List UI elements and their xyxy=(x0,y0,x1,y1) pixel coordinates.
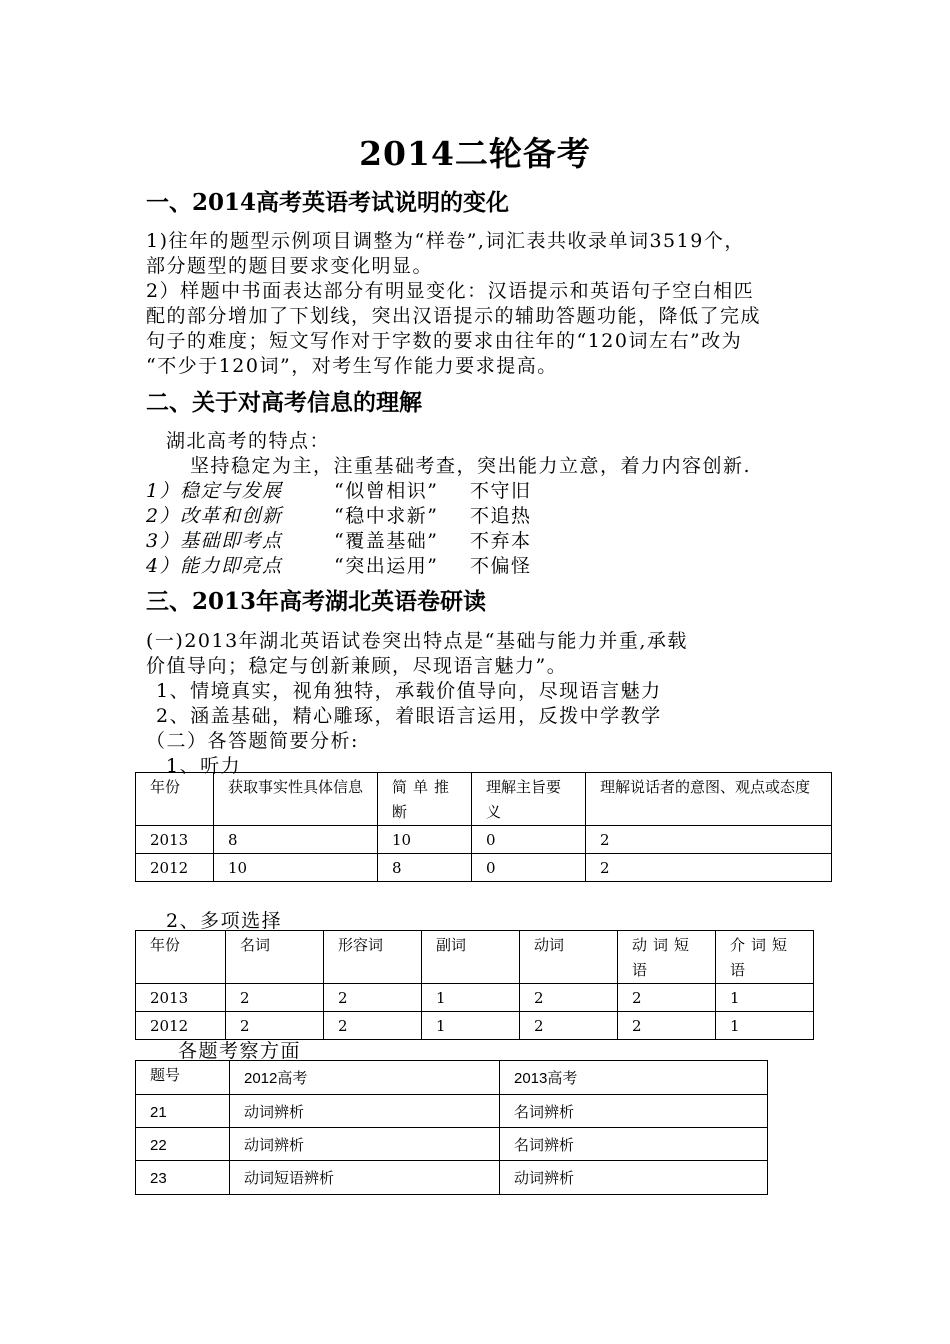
table-cell: 10 xyxy=(214,854,378,882)
table-cell: 2012 xyxy=(136,854,214,882)
feature-quote: “稳中求新” xyxy=(334,505,439,527)
table-header-cell: 2013高考 xyxy=(500,1061,768,1095)
section1-line-3: 2）样题中书面表达部分有明显变化：汉语提示和英语句子空白相匹 xyxy=(146,280,755,302)
table-cell: 1 xyxy=(716,984,814,1012)
section3-para-1b: 价值导向；稳定与创新兼顾，尽现语言魅力”。 xyxy=(146,655,568,677)
feature-tail: 不守旧 xyxy=(470,480,532,502)
table-header-cell: 名词 xyxy=(226,931,324,984)
section3-para-1a: (一)2013年湖北英语试卷突出特点是“基础与能力并重,承载 xyxy=(146,630,688,652)
table-cell: 动词辨析 xyxy=(230,1128,500,1161)
table-cell: 2 xyxy=(520,1012,618,1040)
feature-tail: 不追热 xyxy=(470,505,532,527)
table-cell: 1 xyxy=(422,1012,520,1040)
section1-line-6: “不少于120词”，对考生写作能力要求提高。 xyxy=(146,355,558,377)
table-cell: 2 xyxy=(586,854,832,882)
table-cell: 2 xyxy=(324,1012,422,1040)
table-header-cell: 年份 xyxy=(136,931,226,984)
feature-item xyxy=(146,501,283,528)
table-cell: 2 xyxy=(586,826,832,854)
feature-item xyxy=(146,476,283,503)
table-cell: 2 xyxy=(226,984,324,1012)
aspects-table xyxy=(135,1060,768,1195)
multi-choice-label: 2、多项选择 xyxy=(166,910,283,932)
multi-choice-table xyxy=(135,930,814,1040)
feature-tail: 不弃本 xyxy=(470,530,532,552)
page-title: 2014二轮备考 xyxy=(359,134,591,173)
table-cell: 8 xyxy=(378,854,472,882)
table-header-cell: 介词短语 xyxy=(716,931,814,984)
table-header-cell: 年份 xyxy=(136,773,214,826)
table-header-cell: 副词 xyxy=(422,931,520,984)
table-header-cell: 题号 xyxy=(136,1061,230,1095)
section-heading-2: 二、关于对高考信息的理解 xyxy=(146,389,422,416)
section-heading-1: 一、2014高考英语考试说明的变化 xyxy=(146,189,510,216)
feature-tail: 不偏怪 xyxy=(470,555,532,577)
table-header-cell: 简单推断 xyxy=(378,773,472,826)
table-header-cell: 2012高考 xyxy=(230,1061,500,1095)
feature-num: 3）基础即考点 xyxy=(146,530,283,552)
section2-principle: 坚持稳定为主，注重基础考查，突出能力立意，着力内容创新. xyxy=(190,455,752,477)
table-row xyxy=(136,854,832,882)
feature-item xyxy=(146,551,283,578)
table-header-cell: 理解主旨要义 xyxy=(472,773,586,826)
table-cell: 2 xyxy=(618,984,716,1012)
feature-quote: “突出运用” xyxy=(334,555,439,577)
table-cell: 2 xyxy=(324,984,422,1012)
section1-line-2: 部分题型的题目要求变化明显。 xyxy=(146,255,434,277)
table-cell: 8 xyxy=(214,826,378,854)
feature-quote: “覆盖基础” xyxy=(334,530,439,552)
table-header-cell: 理解说话者的意图、观点或态度 xyxy=(586,773,832,826)
listening-table xyxy=(135,772,832,882)
table-cell: 2012 xyxy=(136,1012,226,1040)
table-cell: 动词辨析 xyxy=(500,1161,768,1195)
table-row xyxy=(136,826,832,854)
table-cell: 2013 xyxy=(136,984,226,1012)
feature-quote: “似曾相识” xyxy=(334,480,439,502)
feature-num: 1）稳定与发展 xyxy=(146,480,283,502)
table-cell: 名词辨析 xyxy=(500,1095,768,1128)
table-header-row xyxy=(136,773,832,826)
table-cell: 2 xyxy=(226,1012,324,1040)
section1-line-4: 配的部分增加了下划线，突出汉语提示的辅助答题功能，降低了完成 xyxy=(146,305,762,327)
table-cell: 0 xyxy=(472,826,586,854)
table-cell: 2013 xyxy=(136,826,214,854)
section3-point-1: 1、情境真实，视角独特，承载价值导向，尽现语言魅力 xyxy=(156,680,662,702)
feature-num: 4）能力即亮点 xyxy=(146,555,283,577)
table-row xyxy=(136,1161,768,1195)
feature-item xyxy=(146,526,283,553)
table-cell: 1 xyxy=(716,1012,814,1040)
table-cell: 2 xyxy=(520,984,618,1012)
table-cell: 21 xyxy=(136,1095,230,1128)
table-cell: 2 xyxy=(618,1012,716,1040)
table-cell: 1 xyxy=(422,984,520,1012)
section2-intro: 湖北高考的特点： xyxy=(166,430,331,452)
feature-num: 2）改革和创新 xyxy=(146,505,283,527)
table-cell: 动词辨析 xyxy=(230,1095,500,1128)
section1-line-1: 1)往年的题型示例项目调整为“样卷”,词汇表共收录单词3519个， xyxy=(146,230,745,252)
table-header-cell: 动词短语 xyxy=(618,931,716,984)
listening-label: 1、听力 xyxy=(166,755,242,777)
section-heading-3: 三、2013年高考湖北英语卷研读 xyxy=(146,588,487,615)
table-cell: 名词辨析 xyxy=(500,1128,768,1161)
table-cell: 10 xyxy=(378,826,472,854)
table-header-cell: 形容词 xyxy=(324,931,422,984)
section3-subheading: （二）各答题简要分析: xyxy=(146,730,359,752)
table-cell: 23 xyxy=(136,1161,230,1195)
section1-line-5: 句子的难度；短文写作对于字数的要求由往年的“120词左右”改为 xyxy=(146,330,743,352)
table-row xyxy=(136,984,814,1012)
table-cell: 动词短语辨析 xyxy=(230,1161,500,1195)
table-cell: 0 xyxy=(472,854,586,882)
table-header-cell: 获取事实性具体信息 xyxy=(214,773,378,826)
table-cell: 22 xyxy=(136,1128,230,1161)
table-header-cell: 动词 xyxy=(520,931,618,984)
table-row xyxy=(136,1095,768,1128)
aspects-label: 各题考察方面 xyxy=(178,1040,302,1062)
table-header-row xyxy=(136,931,814,984)
table-header-row xyxy=(136,1061,768,1095)
section3-point-2: 2、涵盖基础，精心雕琢，着眼语言运用，反拨中学教学 xyxy=(156,705,662,727)
table-row xyxy=(136,1128,768,1161)
